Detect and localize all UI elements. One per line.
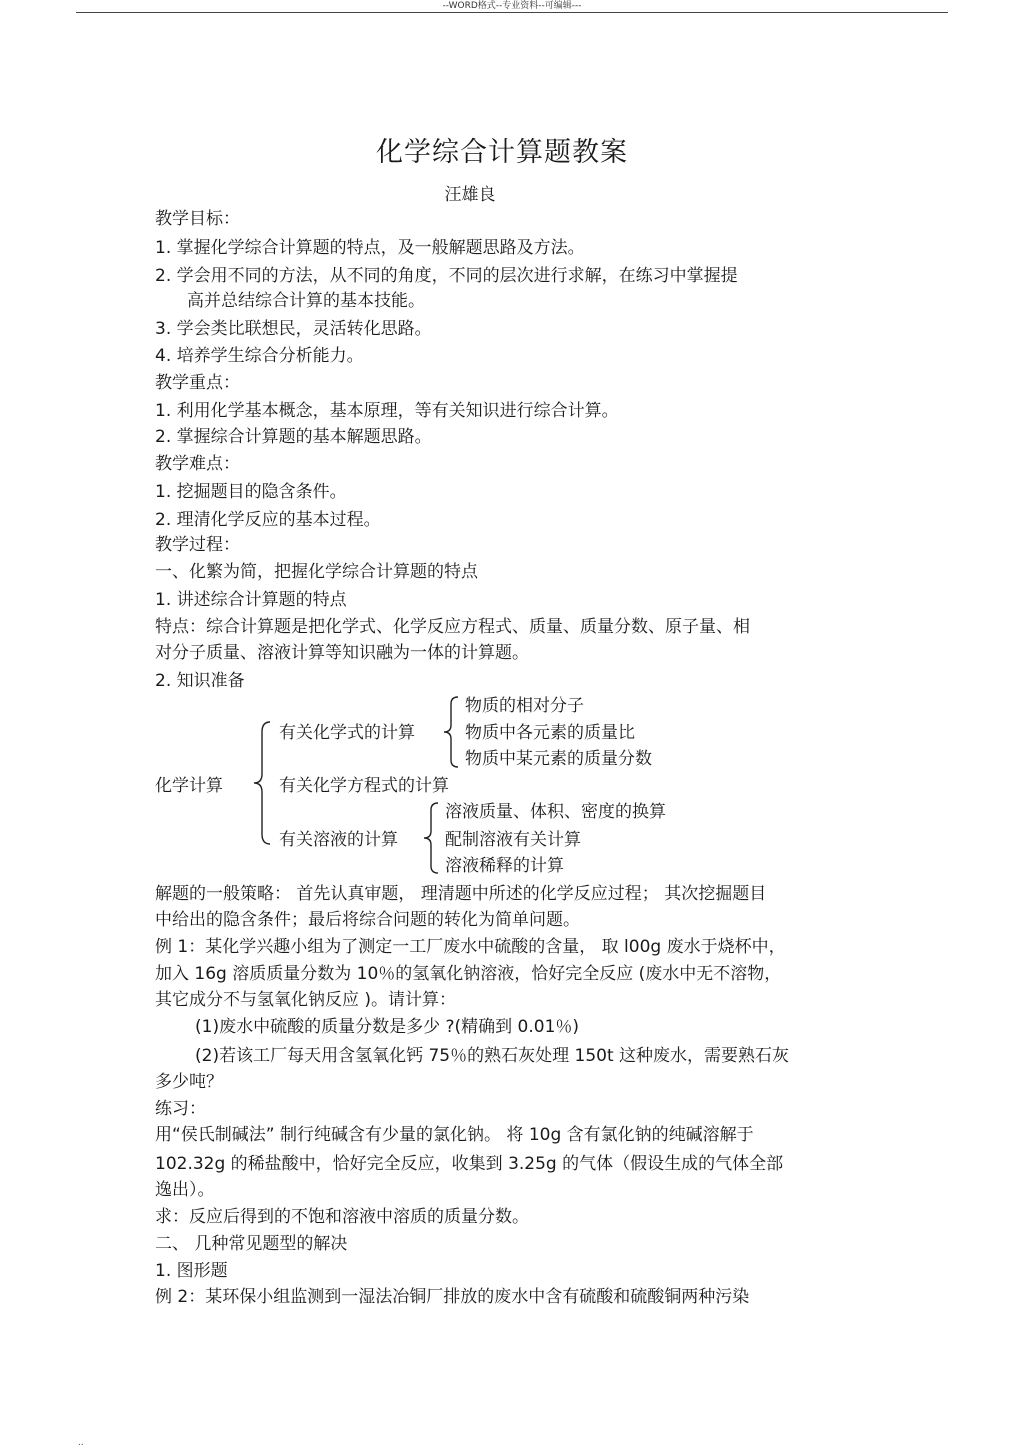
key-point-2: 2. 掌握综合计算题的基本解题思路。 (155, 427, 432, 447)
example-1-line-3: 其它成分不与氢氧化钠反应 )。请计算： (155, 990, 457, 1010)
section-1-heading: 一、化繁为简，把握化学综合计算题的特点 (155, 562, 478, 582)
root-brace (250, 718, 272, 848)
tree-leaf-solution-3: 溶液稀释的计算 (445, 856, 564, 876)
tree-leaf-solution-1: 溶液质量、体积、密度的换算 (445, 802, 666, 822)
goal-item-2: 2. 学会用不同的方法，从不同的角度，不同的层次进行求解，在练习中掌握提 (155, 266, 738, 286)
goals-heading: 教学目标： (155, 209, 240, 229)
example-1-question-2-cont: 多少吨？ (155, 1072, 223, 1092)
tree-branch-solution: 有关溶液的计算 (279, 830, 398, 850)
key-point-1: 1. 利用化学基本概念，基本原理，等有关知识进行综合计算。 (155, 401, 619, 421)
tree-root: 化学计算 (155, 776, 223, 796)
tree-leaf-formula-3: 物质中某元素的质量分数 (465, 749, 652, 769)
practice-line-3: 逸出）。 (155, 1180, 215, 1200)
process-heading: 教学过程： (155, 535, 240, 555)
strategy-line-2: 中给出的隐含条件；最后将综合问题的转化为简单问题。 (155, 910, 580, 930)
practice-heading: 练习： (155, 1099, 206, 1119)
section-2-item-1: 1. 图形题 (155, 1261, 228, 1281)
tree-leaf-formula-2: 物质中各元素的质量比 (465, 723, 635, 743)
section-1-item-1: 1. 讲述综合计算题的特点 (155, 590, 347, 610)
difficulty-2: 2. 理清化学反应的基本过程。 (155, 510, 381, 530)
document-title: 化学综合计算题教案 (376, 137, 628, 168)
tree-branch-formula: 有关化学式的计算 (279, 723, 415, 743)
solution-brace (420, 800, 440, 876)
tree-branch-equation: 有关化学方程式的计算 (279, 776, 449, 796)
goal-item-4: 4. 培养学生综合分析能力。 (155, 346, 364, 366)
header-rule (76, 12, 948, 13)
document-author: 汪雄良 (444, 185, 496, 205)
tree-leaf-formula-1: 物质的相对分子 (465, 696, 584, 716)
header-note: --WORD格式--专业资料--可编辑--- (442, 1, 582, 11)
example-1-line-2: 加入 16g 溶质质量分数为 10％的氢氧化钠溶液，恰好完全反应 (废水中无不溶物， (155, 964, 782, 984)
practice-line-2: 102.32g 的稀盐酸中，恰好完全反应，收集到 3.25g 的气体（假设生成的气体全部 (155, 1154, 784, 1174)
difficulties-heading: 教学难点： (155, 454, 240, 474)
goal-item-1: 1. 掌握化学综合计算题的特点，及一般解题思路及方法。 (155, 238, 585, 258)
example-2-line-1: 例 2：某环保小组监测到一湿法冶铜厂排放的废水中含有硫酸和硫酸铜两种污染 (155, 1287, 750, 1307)
difficulty-1: 1. 挖掘题目的隐含条件。 (155, 482, 347, 502)
goal-item-3: 3. 学会类比联想民，灵活转化思路。 (155, 319, 432, 339)
section-2-heading: 二、 几种常见题型的解决 (155, 1234, 348, 1254)
example-1-question-1: (1)废水中硫酸的质量分数是多少 ?(精确到 0.01％) (195, 1017, 580, 1037)
features-line-1: 特点：综合计算题是把化学式、化学反应方程式、质量、质量分数、原子量、相 (155, 617, 750, 637)
goal-item-2-cont: 高并总结综合计算的基本技能。 (187, 291, 425, 311)
example-1-question-2: (2)若该工厂每天用含氢氧化钙 75％的熟石灰处理 150t 这种废水，需要熟石灰 (195, 1046, 790, 1066)
example-1-line-1: 例 1：某化学兴趣小组为了测定一工厂废水中硫酸的含量， 取 l00g 废水于烧杯中， (155, 937, 786, 957)
formula-brace (440, 694, 460, 770)
section-1-item-2: 2. 知识准备 (155, 671, 245, 691)
practice-question: 求：反应后得到的不饱和溶液中溶质的质量分数。 (155, 1207, 529, 1227)
practice-line-1: 用“侯氏制碱法” 制行纯碱含有少量的氯化钠。 将 10g 含有氯化钠的纯碱溶解于 (155, 1125, 754, 1145)
bottom-mark: .. (78, 1438, 84, 1448)
features-line-2: 对分子质量、溶液计算等知识融为一体的计算题。 (155, 643, 529, 663)
strategy-line-1: 解题的一般策略： 首先认真审题， 理清题中所述的化学反应过程； 其次挖掘题目 (155, 884, 767, 904)
key-points-heading: 教学重点： (155, 373, 240, 393)
tree-leaf-solution-2: 配制溶液有关计算 (445, 830, 581, 850)
